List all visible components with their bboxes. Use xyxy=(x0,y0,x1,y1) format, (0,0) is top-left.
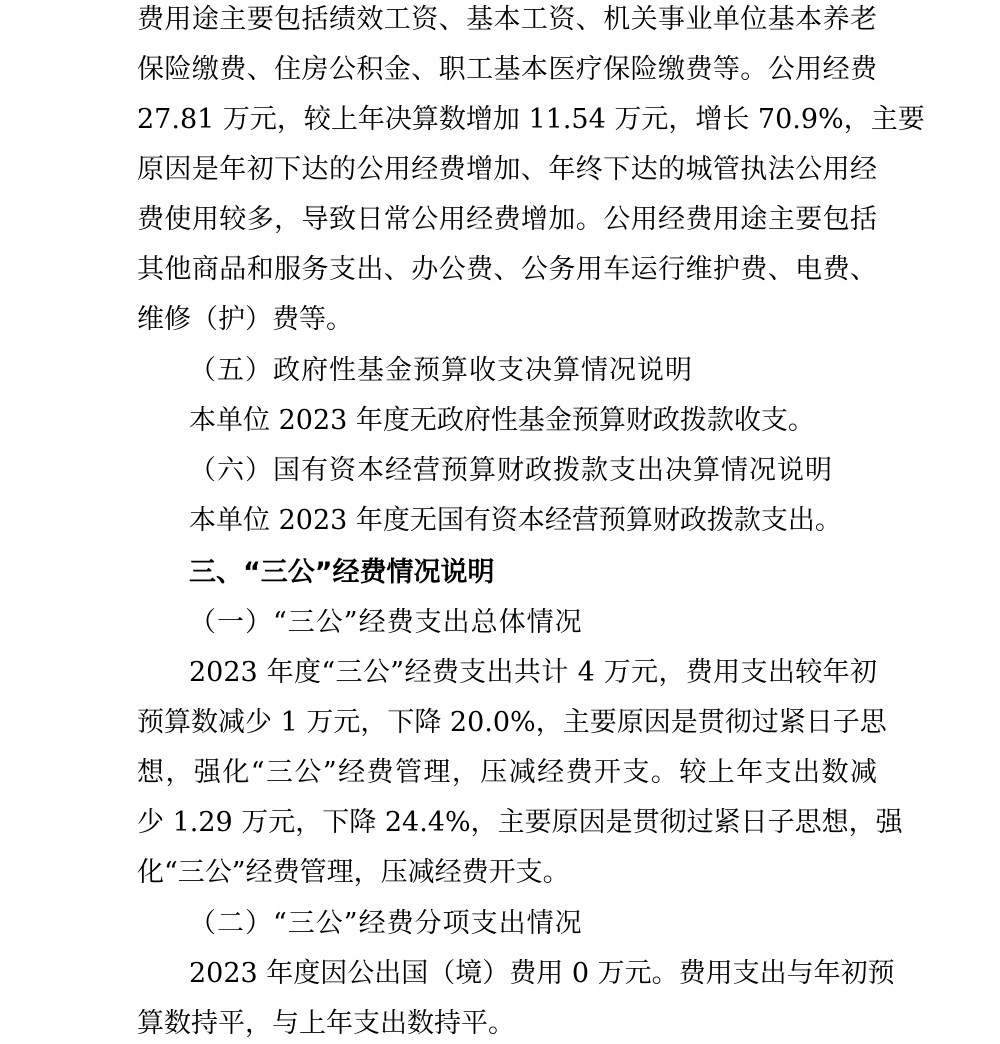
section-heading-2: （二）“三公”经费分项支出情况 xyxy=(189,908,583,939)
paragraph-line: 其他商品和服务支出、办公费、公务用车运行维护费、电费、 xyxy=(137,254,877,285)
paragraph-line: 保险缴费、住房公积金、职工基本医疗保险缴费等。公用经费 xyxy=(137,54,877,85)
paragraph-line: 2023 年度“三公”经费支出共计 4 万元，费用支出较年初 xyxy=(189,657,877,688)
section-heading-5: （五）政府性基金预算收支决算情况说明 xyxy=(189,355,693,386)
chapter-heading-3: 三、“三公”经费情况说明 xyxy=(189,557,495,588)
paragraph-line: 预算数减少 1 万元，下降 20.0%，主要原因是贯彻过紧日子思 xyxy=(137,707,887,738)
paragraph-line: 本单位 2023 年度无政府性基金预算财政拨款收支。 xyxy=(189,405,815,436)
section-heading-1: （一）“三公”经费支出总体情况 xyxy=(189,607,583,638)
paragraph-line: 少 1.29 万元，下降 24.4%，主要原因是贯彻过紧日子思想，强 xyxy=(137,807,903,838)
paragraph-line: 算数持平，与上年支出数持平。 xyxy=(137,1008,515,1039)
paragraph-line: 27.81 万元，较上年决算数增加 11.54 万元，增长 70.9%，主要 xyxy=(137,104,925,135)
section-heading-6: （六）国有资本经营预算财政拨款支出决算情况说明 xyxy=(189,455,833,486)
paragraph-line: 化“三公”经费管理，压减经费开支。 xyxy=(137,857,570,888)
paragraph-line: 本单位 2023 年度无国有资本经营预算财政拨款支出。 xyxy=(189,505,842,536)
paragraph-line: 维修（护）费等。 xyxy=(137,304,353,335)
paragraph-line: 费用途主要包括绩效工资、基本工资、机关事业单位基本养老 xyxy=(137,4,877,35)
paragraph-line: 2023 年度因公出国（境）费用 0 万元。费用支出与年初预 xyxy=(189,958,895,989)
paragraph-line: 费使用较多，导致日常公用经费增加。公用经费用途主要包括 xyxy=(137,204,877,235)
paragraph-line: 原因是年初下达的公用经费增加、年终下达的城管执法公用经 xyxy=(137,154,877,185)
paragraph-line: 想，强化“三公”经费管理，压减经费开支。较上年支出数减 xyxy=(137,757,877,788)
